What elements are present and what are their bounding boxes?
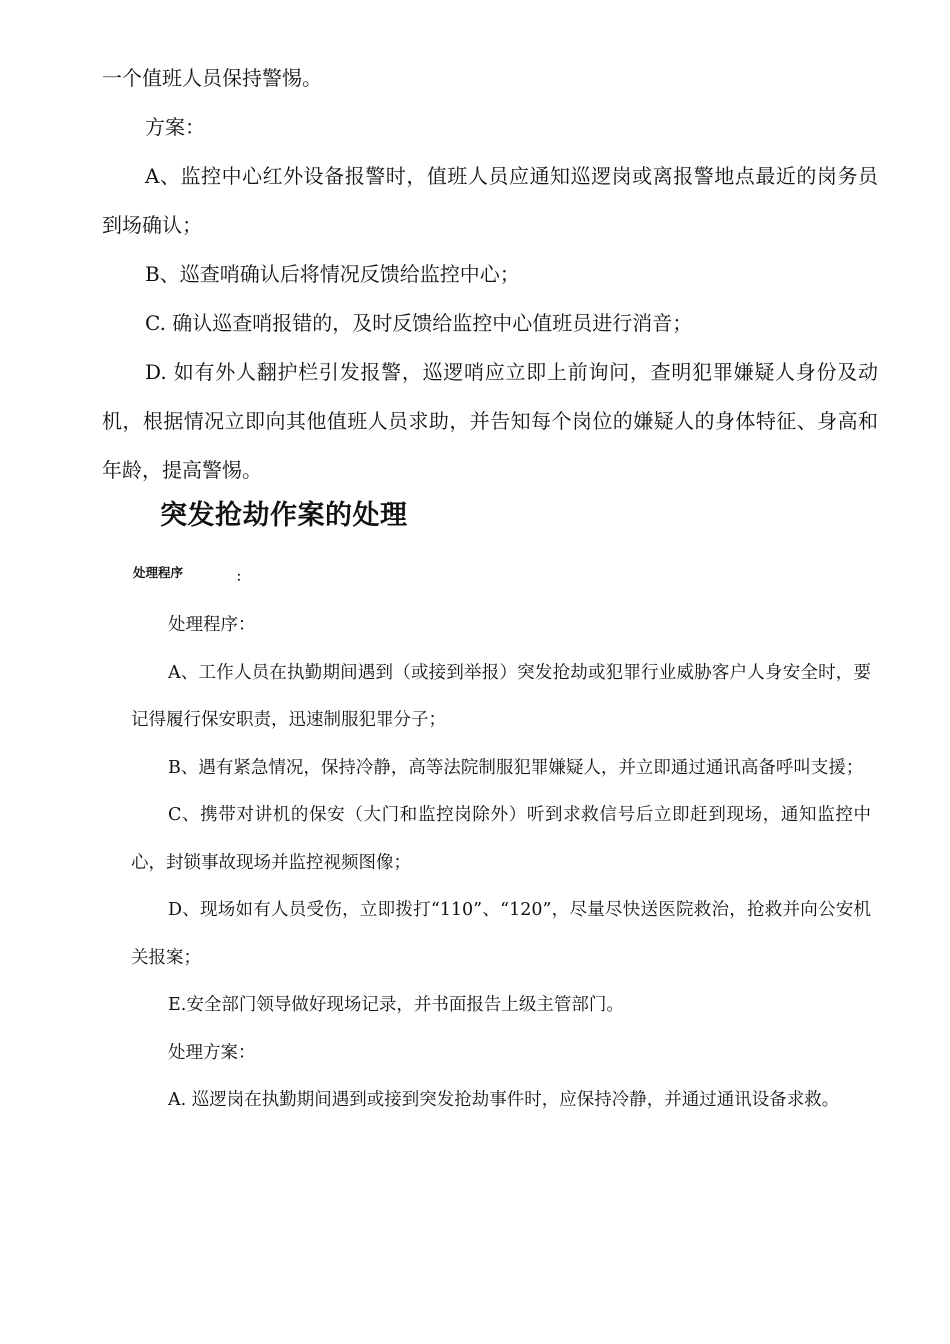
procedure-sublabel: 处理程序 (133, 565, 184, 580)
plan-item-c: C. 确认巡查哨报错的，及时反馈给监控中心值班员进行消音； (145, 311, 693, 335)
robbery-handling-section (131, 602, 871, 1125)
procedure-item-e: E.安全部门领导做好现场记录，并书面报告上级主管部门。 (168, 995, 624, 1015)
alarm-plan-section (102, 54, 878, 495)
plan-item-b: B、巡查哨确认后将情况反馈给监控中心； (145, 262, 520, 286)
procedure-label: 处理程序： (168, 615, 256, 635)
continuation-paragraph: 一个值班人员保持警惕。 (102, 66, 322, 90)
plan-item-d: D. 如有外人翻护栏引发报警，巡逻哨应立即上前询问，查明犯罪嫌疑人身份及动机，根据情况立即向其他值班人员求助，并告知每个岗位的嫌疑人的身体特征、身高和年龄，提高警惕。 (102, 360, 878, 482)
handling-plan-label: 处理方案： (168, 1042, 256, 1063)
procedure-item-c: C、携带对讲机的保安（大门和监控岗除外）听到求救信号后立即赶到现场，通知监控中心，封锁事故现场并监控视频图像； (131, 805, 871, 873)
plan-label: 方案： (145, 115, 205, 139)
procedure-sublabel-colon: ： (236, 569, 249, 584)
procedure-item-a: A、工作人员在执勤期间遇到（或接到举报）突发抢劫或犯罪行业威胁客户人身安全时，要记得履行保安职责，迅速制服犯罪分子； (131, 662, 871, 730)
procedure-item-b: B、遇有紧急情况，保持冷静，高等法院制服犯罪嫌疑人，并立即通过通讯高备呼叫支援； (168, 757, 864, 778)
procedure-item-d: D、现场如有人员受伤，立即拨打“110”、“120”，尽量尽快送医院救治，抢救并向公安机关报案； (131, 900, 871, 968)
section-heading: 突发抢劫作案的处理 (160, 500, 408, 531)
handling-plan-item-a: A. 巡逻岗在执勤期间遇到或接到突发抢劫事件时，应保持冷静，并通过通讯设备求救。 (168, 1090, 840, 1110)
plan-item-a: A、监控中心红外设备报警时，值班人员应通知巡逻岗或离报警地点最近的岗务员到场确认； (102, 164, 878, 237)
